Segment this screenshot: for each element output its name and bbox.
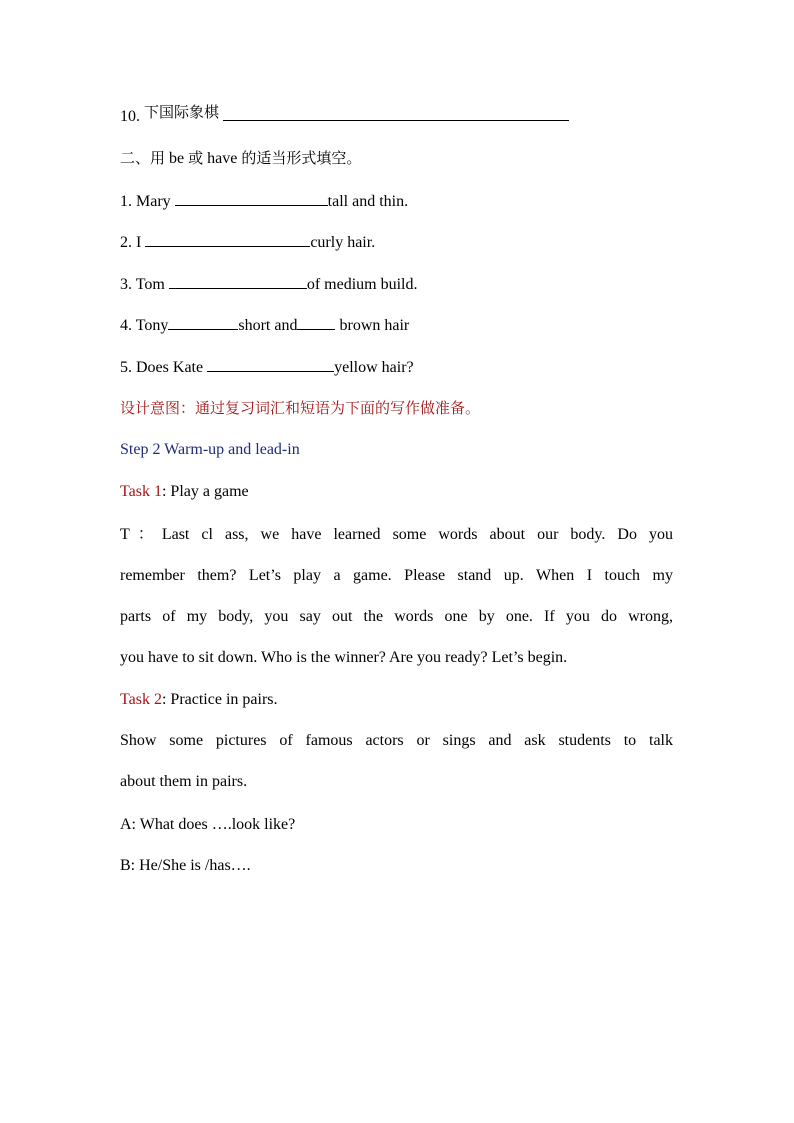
task-1-paragraph <box>120 525 673 689</box>
task-2-paragraph <box>120 731 673 813</box>
question-10 <box>120 103 569 127</box>
exercise-2-blank[interactable] <box>145 232 310 247</box>
exercise-3-suffix: of medium build. <box>306 276 418 293</box>
task-2-paragraph-line: Show some pictures of famous actors or sings and ask students to talk <box>120 732 673 749</box>
exercise-1 <box>120 191 408 212</box>
task-1-text: : Play a game <box>161 483 249 500</box>
exercise-2-prompt: 2. I <box>120 234 146 251</box>
exercise-5-suffix: yellow hair? <box>334 359 414 376</box>
exercise-3-blank[interactable] <box>169 274 307 289</box>
question-10-answer-blank[interactable] <box>223 106 569 121</box>
exercise-3 <box>120 274 417 295</box>
exercise-2 <box>120 232 375 253</box>
task-2-heading <box>120 690 278 710</box>
step-2-heading: Step 2 Warm-up and lead-in <box>120 441 300 458</box>
task-1-paragraph-line: parts of my body, you say out the words one by one. If you do wrong, <box>120 608 673 625</box>
exercise-5 <box>120 357 414 378</box>
exercise-1-prompt: 1. Mary <box>120 193 175 210</box>
task-1-label: Task 1 <box>120 483 162 500</box>
question-10-text: 下国际象棋 <box>144 103 220 121</box>
task-1-paragraph-line: T：Last cl ass, we have learned some words about our body. Do you <box>120 526 673 543</box>
task-1-paragraph-line: you have to sit down. Who is the winner? Are you ready? Let’s begin. <box>120 649 568 666</box>
question-10-number: 10. <box>120 108 140 125</box>
exercise-4-blank-1[interactable] <box>168 315 238 330</box>
exercise-2-suffix: curly hair. <box>310 234 376 251</box>
section-2-or: 或 <box>188 149 204 167</box>
exercise-4-prompt: 4. Tony <box>120 317 169 334</box>
task-2-text: : Practice in pairs. <box>161 691 278 708</box>
task-2-label: Task 2 <box>120 691 162 708</box>
dialogue-b: B: He/She is /has…. <box>120 857 251 874</box>
section-2-have: have <box>207 150 238 167</box>
task-2-paragraph-line: about them in pairs. <box>120 773 248 790</box>
exercise-1-suffix: tall and thin. <box>327 193 409 210</box>
exercise-1-blank[interactable] <box>175 191 328 206</box>
exercise-3-prompt: 3. Tom <box>120 276 169 293</box>
section-2-heading <box>120 148 361 169</box>
exercise-5-blank[interactable] <box>207 357 334 372</box>
exercise-4-blank-2[interactable] <box>297 315 335 330</box>
exercise-4 <box>120 315 409 336</box>
dialogue-a: A: What does ….look like? <box>120 816 296 833</box>
exercise-4-suffix: brown hair <box>335 317 410 334</box>
task-1-paragraph-line: remember them? Let’s play a game. Please stand up. When I touch my <box>120 567 673 584</box>
exercise-5-prompt: 5. Does Kate <box>120 359 208 376</box>
section-2-suffix: 的适当形式填空。 <box>241 149 362 167</box>
task-1-heading <box>120 482 249 502</box>
exercise-4-middle: short and <box>238 317 298 334</box>
section-2-prefix: 二、用 <box>120 149 166 167</box>
section-2-be: be <box>169 150 185 167</box>
design-intent: 设计意图：通过复习词汇和短语为下面的写作做准备。 <box>120 399 481 417</box>
